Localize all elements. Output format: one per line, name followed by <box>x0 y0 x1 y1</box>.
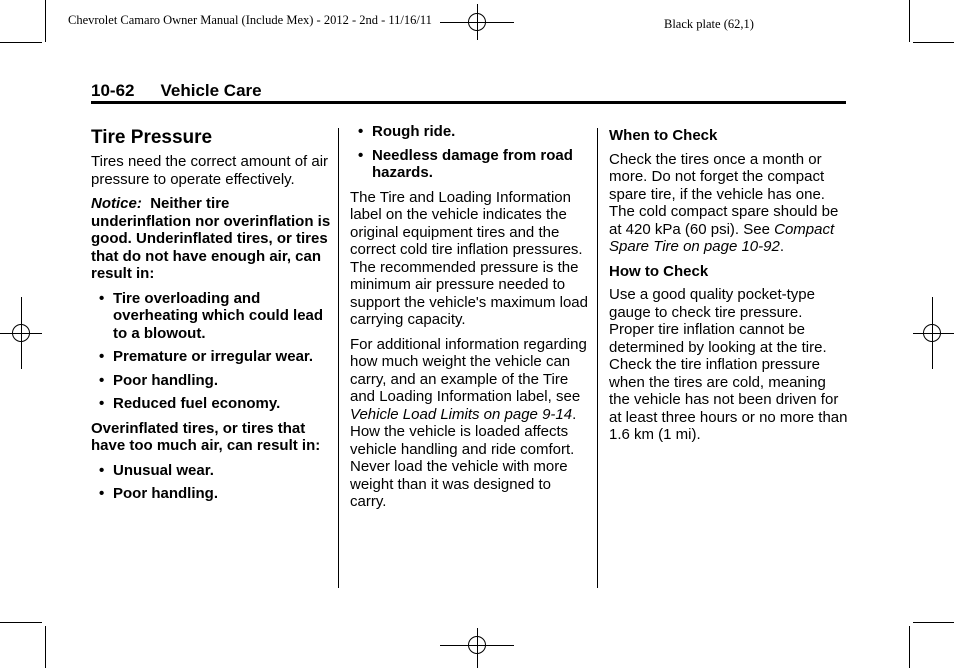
list-item: • Poor handling. <box>99 371 218 389</box>
label-paragraph: The Tire and Loading Information label on the vehicle indicates the original equipment tires and the correct cold tire inflation pressures. The recommended pressure is the minimum air pressure needed to support the vehicle's maximum load carrying capacity. <box>350 188 588 328</box>
column-divider-2 <box>597 128 598 588</box>
column-1 <box>91 127 331 510</box>
list-item: • Rough ride. <box>358 123 456 140</box>
how-to-check-heading: How to Check <box>609 262 709 280</box>
slug-line-right: Black plate (62,1) <box>664 17 754 31</box>
column-divider-1 <box>338 128 339 588</box>
overinflation-paragraph: Overinflated tires, or tires that have too much air, can result in: <box>91 419 321 454</box>
bullet-icon: • <box>99 485 105 502</box>
list-item: • Tire overloading and overheating which could lead to a blowout. <box>99 289 324 342</box>
column-2 <box>350 123 588 518</box>
underinflation-list <box>91 290 331 413</box>
list-item: • Needless damage from road hazards. <box>358 146 573 181</box>
running-head <box>91 81 262 101</box>
column-3 <box>609 127 849 451</box>
bullet-icon: • <box>99 395 105 412</box>
bullet-icon: • <box>358 146 364 164</box>
when-to-check-paragraph: Check the tires once a month or more. Do not forget the compact spare tire, if the vehicle has one. The cold compact spare should be at 420 kPa (60 psi). See Compact Spare Tire on page 10-92. <box>609 150 839 255</box>
load-paragraph: For additional information regarding how much weight the vehicle can carry, and an example of the Tire and Loading Information label, see Vehicle Load Limits on page 9-14. How the vehicle is loaded affects vehicle handling and ride comfort. Never load the vehicle with more weight than it was designed to carry. <box>350 335 587 510</box>
list-item: • Poor handling. <box>99 485 218 502</box>
page-number: 10-62 <box>91 81 135 100</box>
bullet-icon: • <box>99 461 105 479</box>
notice-label: Notice: <box>91 195 142 212</box>
when-to-check-heading: When to Check <box>609 127 718 144</box>
how-to-check-paragraph: Use a good quality pocket-type gauge to check tire pressure. Proper tire inflation cannot be determined by looking at the tire. Check the tire inflation pressure when the tires are cold, meaning the vehicle has not been driven for at least three hours or no more than 1.6 km (1 mi). <box>609 286 848 443</box>
bullet-icon: • <box>99 289 105 307</box>
header-rule <box>91 101 846 104</box>
notice-text: Neither tire underinflation nor overinflation is good. Underinflated tires, or tires that do not have enough air, can result in: <box>91 195 331 282</box>
slug-line-left: Chevrolet Camaro Owner Manual (Include Mex) - 2012 - 2nd - 11/16/11 <box>68 13 432 27</box>
list-item: • Reduced fuel economy. <box>99 395 281 412</box>
intro-paragraph: Tires need the correct amount of air pressure to operate effectively. <box>91 153 329 188</box>
cross-reference-link[interactable]: Compact Spare Tire on page 10-92 <box>609 220 835 255</box>
bullet-icon: • <box>99 348 105 365</box>
bullet-icon: • <box>99 371 105 389</box>
section-heading: Tire Pressure <box>91 127 213 148</box>
overinflation-list <box>91 462 331 503</box>
bullet-icon: • <box>358 123 364 140</box>
overinflation-list-continued <box>350 123 588 182</box>
cross-reference-link[interactable]: Vehicle Load Limits on page 9-14 <box>350 405 573 423</box>
list-item: • Premature or irregular wear. <box>99 348 314 365</box>
list-item: • Unusual wear. <box>99 461 214 479</box>
notice-paragraph <box>91 195 331 283</box>
section-title: Vehicle Care <box>160 81 262 100</box>
